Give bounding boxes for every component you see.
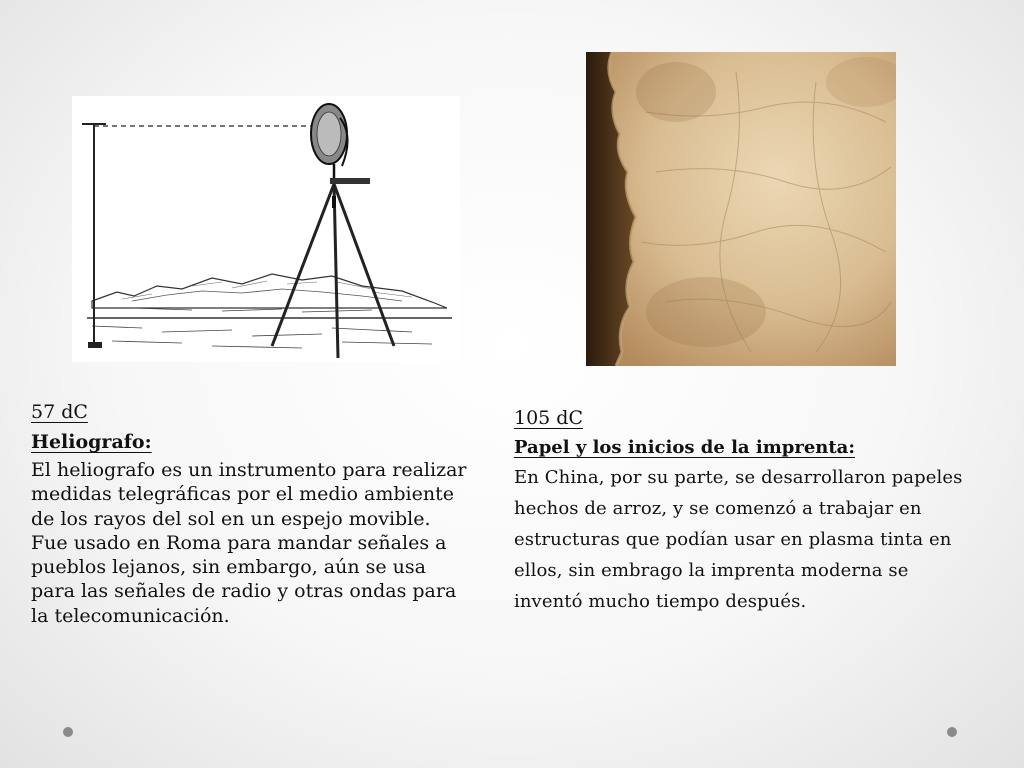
aged-paper-icon: [586, 52, 896, 366]
section-date: 105 dC: [514, 407, 584, 429]
section-heading: Papel y los inicios de la imprenta:: [514, 437, 855, 458]
heliograph-section: [31, 400, 471, 628]
nav-dot-left-icon[interactable]: [63, 727, 73, 737]
section-body: El heliografo es un instrumento para realizar medidas telegráficas por el medio ambiente de los rayos del sol en un espejo movible. Fue usado en Roma para mandar señales a pueblos lejanos, sin embargo, aún se usa para las señales de radio y otras ondas para la telecomunicación.: [31, 459, 467, 627]
section-heading: Heliografo:: [31, 431, 152, 453]
heliograph-image: [72, 96, 460, 362]
nav-dot-right-icon[interactable]: [947, 727, 957, 737]
old-paper-image: [586, 52, 896, 366]
section-date: 57 dC: [31, 401, 88, 423]
heliograph-engraving-icon: [72, 96, 460, 362]
paper-section: [514, 406, 974, 617]
section-body: En China, por su parte, se desarrollaron papeles hechos de arroz, y se comenzó a trabajar en estructuras que podían usar en plasma tinta en ellos, sin embrago la imprenta moderna se inventó mucho tiempo después.: [514, 467, 963, 612]
